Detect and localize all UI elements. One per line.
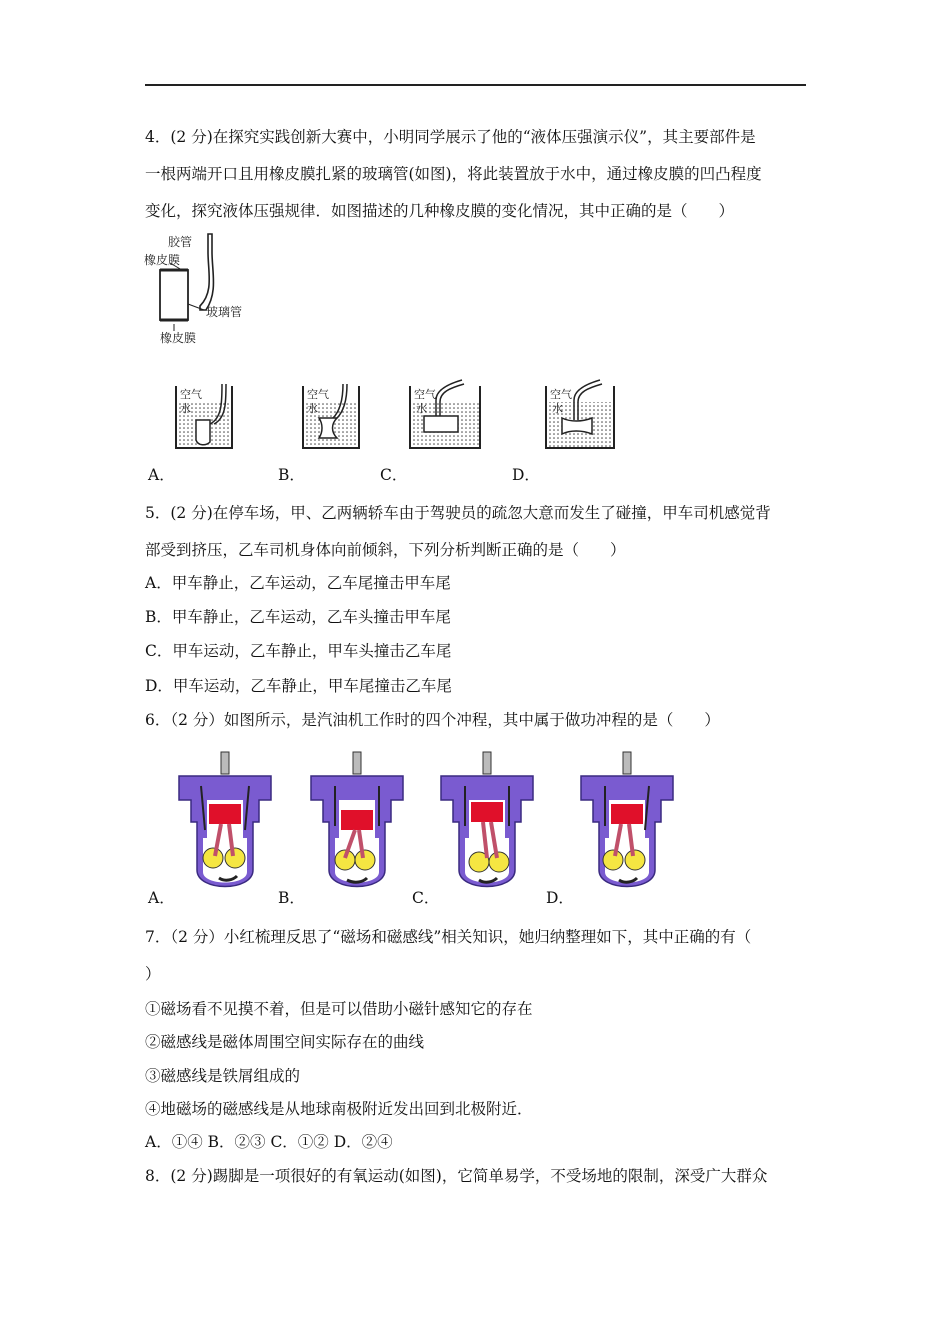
label-film-top: 橡皮膜 bbox=[144, 253, 181, 267]
q4-option-a[interactable]: A． bbox=[148, 466, 175, 484]
beaker-option-c bbox=[404, 378, 486, 450]
label-water: 水 bbox=[180, 402, 191, 415]
header-rule bbox=[145, 84, 806, 86]
engine-stroke-d bbox=[577, 750, 677, 902]
q7-item-2: ②磁感线是磁体周围空间实际存在的曲线 bbox=[145, 1033, 425, 1051]
q5-option-a[interactable]: A．甲车静止，乙车运动，乙车尾撞击甲车尾 bbox=[145, 574, 451, 592]
engine-stroke-b bbox=[307, 750, 407, 902]
pressure-device-figure bbox=[140, 232, 260, 350]
q4-text-line1: 4．(2 分)在探究实践创新大赛中，小明同学展示了他的“液体压强演示仪”，其主要部件是 bbox=[145, 128, 756, 146]
engine-stroke-c bbox=[437, 750, 537, 902]
label-water: 水 bbox=[416, 402, 427, 415]
engine-stroke-a bbox=[175, 750, 275, 902]
label-film-bottom: 橡皮膜 bbox=[160, 331, 197, 345]
label-air: 空气 bbox=[550, 388, 572, 401]
beaker-option-d bbox=[540, 376, 620, 450]
label-water: 水 bbox=[307, 402, 318, 415]
q4-text-line2: 一根两端开口且用橡皮膜扎紧的玻璃管(如图)，将此装置放于水中，通过橡皮膜的凹凸程度 bbox=[145, 165, 762, 183]
q7-item-4: ④地磁场的磁感线是从地球南极附近发出回到北极附近． bbox=[145, 1100, 533, 1118]
q4-text-line3: 变化，探究液体压强规律．如图描述的几种橡皮膜的变化情况，其中正确的是（ ） bbox=[145, 202, 735, 220]
q5-text-line2: 部受到挤压，乙车司机身体向前倾斜，下列分析判断正确的是（ ） bbox=[145, 541, 626, 559]
q6-option-c[interactable]: C． bbox=[412, 889, 440, 907]
label-air: 空气 bbox=[414, 388, 436, 401]
q5-text-line1: 5．(2 分)在停车场，甲、乙两辆轿车由于驾驶员的疏忽大意而发生了碰撞，甲车司机感觉背 bbox=[145, 504, 771, 522]
q5-option-d[interactable]: D．甲车运动，乙车静止，甲车尾撞击乙车尾 bbox=[145, 677, 452, 695]
q7-item-3: ③磁感线是铁屑组成的 bbox=[145, 1067, 301, 1085]
q6-option-d[interactable]: D． bbox=[546, 889, 574, 907]
q7-text-line2: ） bbox=[145, 965, 161, 983]
q7-answer-options[interactable]: A．①④ B．②③ C．①② D．②④ bbox=[145, 1133, 393, 1151]
label-tube: 胶管 bbox=[168, 235, 193, 249]
label-air: 空气 bbox=[307, 388, 329, 401]
q4-option-c[interactable]: C． bbox=[380, 466, 408, 484]
q4-option-b[interactable]: B． bbox=[278, 466, 305, 484]
q5-option-c[interactable]: C．甲车运动，乙车静止，甲车头撞击乙车尾 bbox=[145, 642, 452, 660]
q6-option-b[interactable]: B． bbox=[278, 889, 305, 907]
label-water: 水 bbox=[552, 402, 563, 415]
beaker-option-b bbox=[297, 382, 367, 450]
label-glass-tube: 玻璃管 bbox=[206, 305, 243, 319]
q7-item-1: ①磁场看不见摸不着，但是可以借助小磁针感知它的存在 bbox=[145, 1000, 533, 1018]
q6-option-a[interactable]: A． bbox=[148, 889, 175, 907]
q5-option-b[interactable]: B．甲车静止，乙车运动，乙车头撞击甲车尾 bbox=[145, 608, 451, 626]
label-air: 空气 bbox=[180, 388, 202, 401]
q6-text-line1: 6．（2 分）如图所示，是汽油机工作时的四个冲程，其中属于做功冲程的是（ ） bbox=[145, 711, 720, 729]
q7-text-line1: 7．（2 分）小红梳理反思了“磁场和磁感线”相关知识，她归纳整理如下，其中正确的有（ bbox=[145, 928, 752, 946]
beaker-option-a bbox=[170, 382, 240, 450]
q4-option-d[interactable]: D． bbox=[512, 466, 540, 484]
q8-text-line1: 8．(2 分)踢脚是一项很好的有氧运动(如图)，它简单易学，不受场地的限制，深受广大群众 bbox=[145, 1167, 768, 1185]
